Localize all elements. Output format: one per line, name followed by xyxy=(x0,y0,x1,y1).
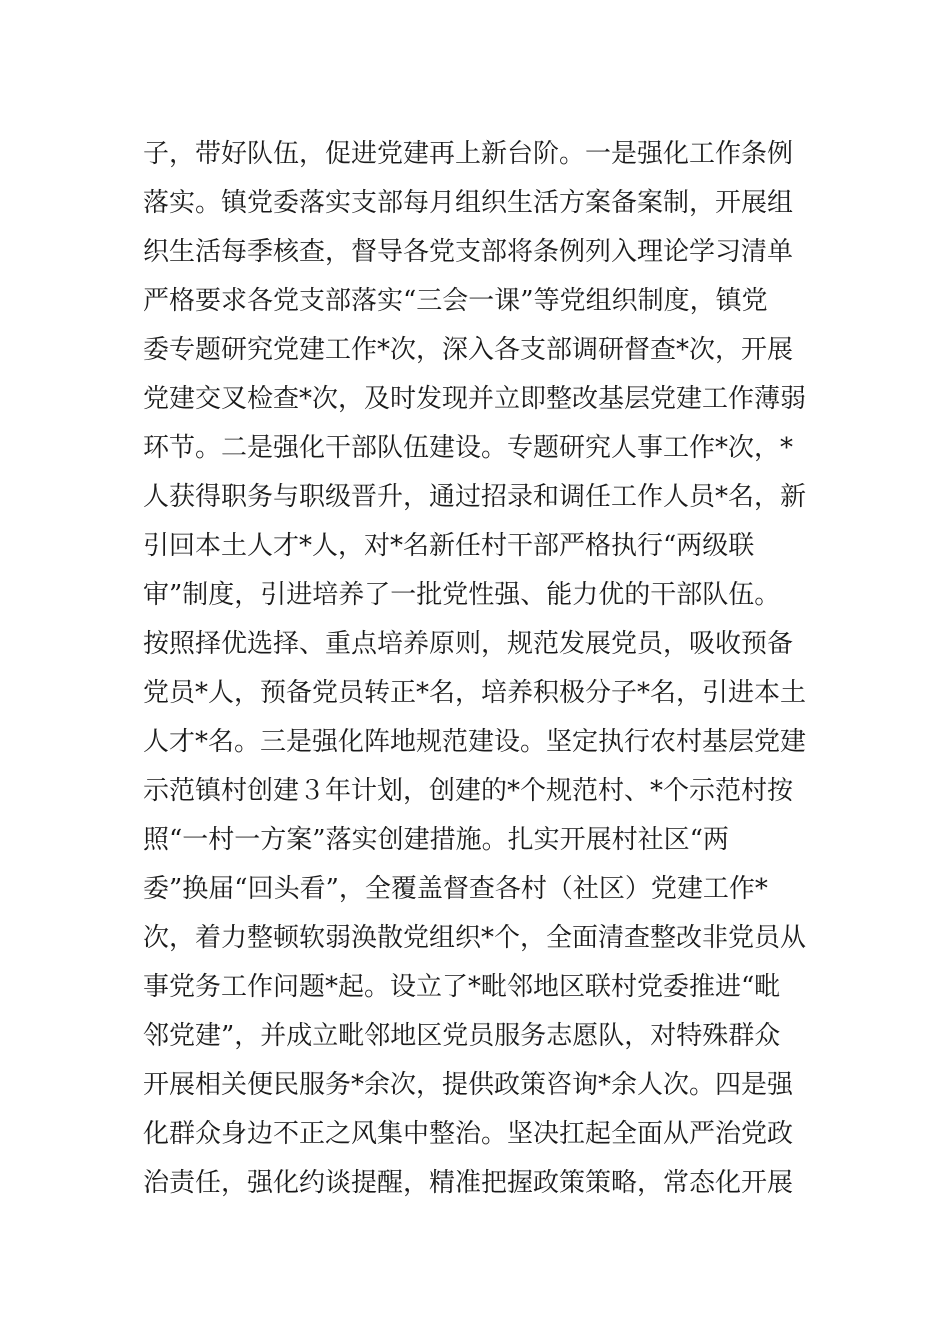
text-line: 人获得职务与职级晋升，通过招录和调任工作人员*名，新 xyxy=(143,482,807,512)
text-line: 审”制度，引进培养了一批党性强、能力优的干部队伍。 xyxy=(143,580,781,610)
text-line: 委专题研究党建工作*次，深入各支部调研督查*次，开展 xyxy=(143,335,794,365)
text-line: 开展相关便民服务*余次，提供政策咨询*余人次。四是强 xyxy=(143,1070,794,1100)
text-line: 环节。二是强化干部队伍建设。专题研究人事工作*次，* xyxy=(143,433,794,463)
text-line: 化群众身边不正之风集中整治。坚决扛起全面从严治党政 xyxy=(143,1119,794,1149)
text-line: 邻党建”，并成立毗邻地区党员服务志愿队，对特殊群众 xyxy=(143,1021,781,1051)
text-line: 治责任，强化约谈提醒，精准把握政策策略，常态化开展 xyxy=(143,1168,794,1198)
text-line: 党建交叉检查*次，及时发现并立即整改基层党建工作薄弱 xyxy=(143,384,807,414)
text-line: 党员*人，预备党员转正*名，培养积极分子*名，引进本土 xyxy=(143,678,807,708)
text-line: 织生活每季核查，督导各党支部将条例列入理论学习清单 xyxy=(143,237,794,267)
text-line: 人才*名。三是强化阵地规范建设。坚定执行农村基层党建 xyxy=(143,727,807,757)
body-text xyxy=(143,130,813,1208)
text-line: 照“一村一方案”落实创建措施。扎实开展村社区“两 xyxy=(143,825,729,855)
text-line: 子，带好队伍，促进党建再上新台阶。一是强化工作条例 xyxy=(143,139,794,169)
text-line: 落实。镇党委落实支部每月组织生活方案备案制，开展组 xyxy=(143,188,794,218)
text-line: 引回本土人才*人，对*名新任村干部严格执行“两级联 xyxy=(143,531,755,561)
text-line: 按照择优选择、重点培养原则，规范发展党员，吸收预备 xyxy=(143,629,794,659)
text-line: 严格要求各党支部落实“三会一课”等党组织制度，镇党 xyxy=(143,286,768,316)
text-line: 次，着力整顿软弱涣散党组织*个，全面清查整改非党员从 xyxy=(143,923,807,953)
text-line: 委”换届“回头看”，全覆盖督查各村（社区）党建工作* xyxy=(143,874,768,904)
text-line: 事党务工作问题*起。设立了*毗邻地区联村党委推进“毗 xyxy=(143,972,781,1002)
text-line: 示范镇村创建３年计划，创建的*个规范村、*个示范村按 xyxy=(143,776,794,806)
